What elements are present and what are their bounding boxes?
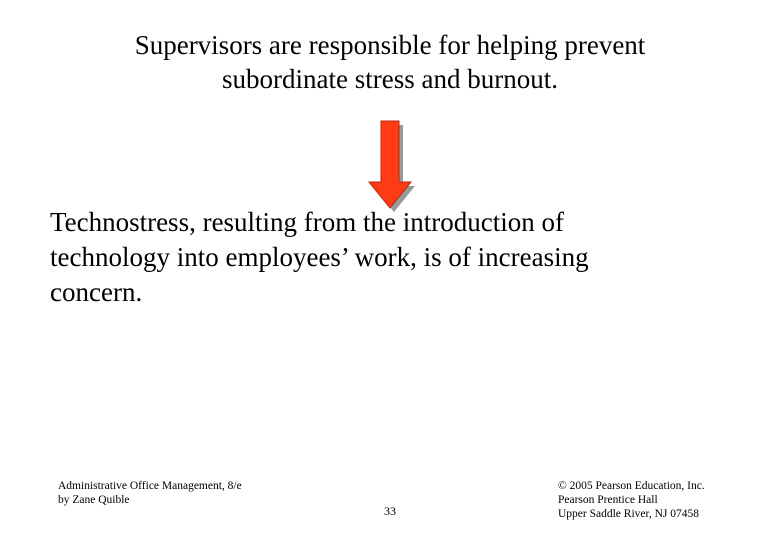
heading-line-2: subordinate stress and burnout. xyxy=(222,64,558,94)
footer-copyright xyxy=(558,479,758,521)
body-line-2: technology into employees’ work, is of increasing xyxy=(50,242,589,272)
footer-copyright-line-3: Upper Saddle River, NJ 07458 xyxy=(558,508,700,520)
body-line-1: Technostress, resulting from the introduction of xyxy=(50,207,565,237)
footer-copyright-line-2: Pearson Prentice Hall xyxy=(558,494,658,506)
page-number: 33 xyxy=(384,504,396,518)
footer-book-title: Administrative Office Management, 8/e xyxy=(58,480,242,492)
down-arrow-icon xyxy=(366,120,418,216)
heading-line-1: Supervisors are responsible for helping prevent xyxy=(134,30,646,60)
footer-copyright-line-1: © 2005 Pearson Education, Inc. xyxy=(558,480,705,492)
body-paragraph xyxy=(50,205,700,310)
footer-book-info xyxy=(58,479,288,507)
slide-heading xyxy=(60,28,720,96)
footer-book-author: by Zane Quible xyxy=(58,494,130,506)
body-line-3: concern. xyxy=(50,277,143,307)
